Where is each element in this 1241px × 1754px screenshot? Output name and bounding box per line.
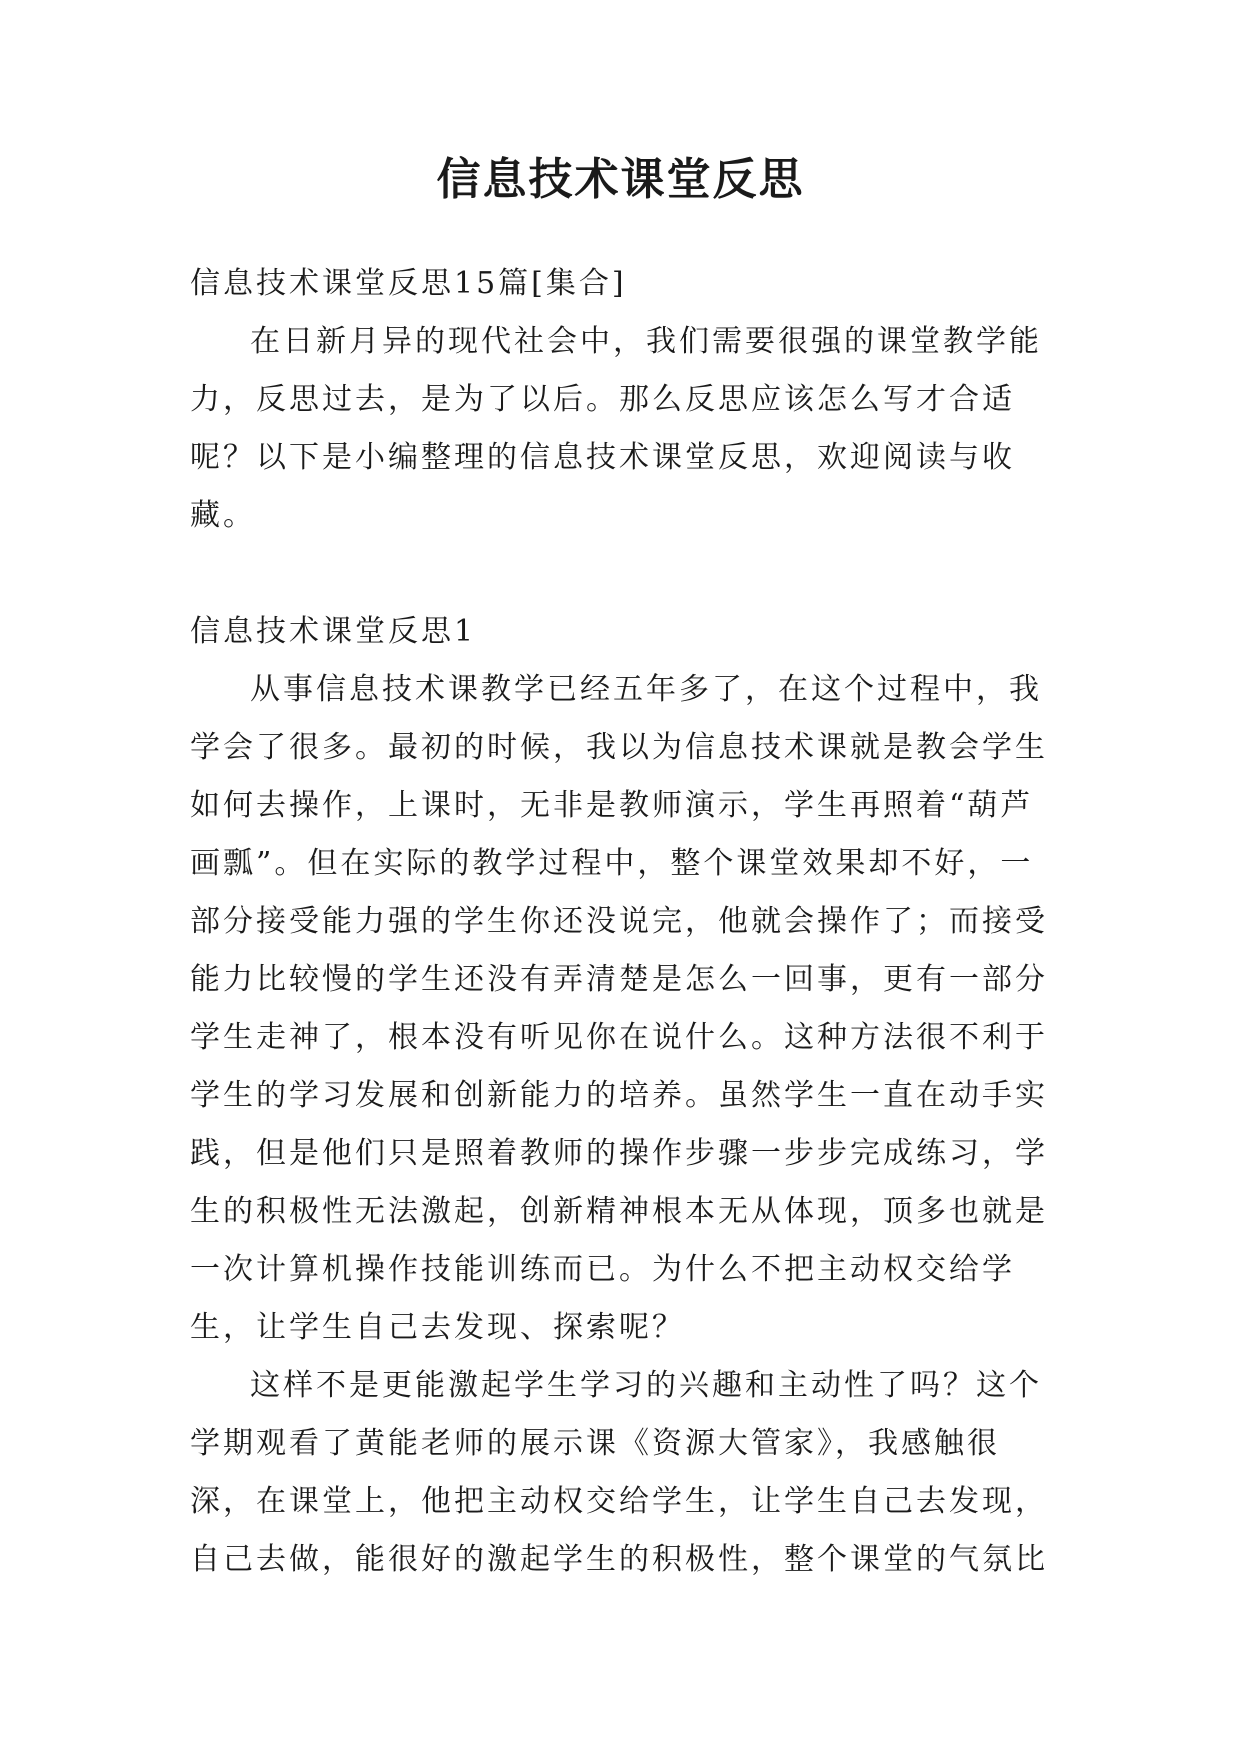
body-paragraph-1: 从事信息技术课教学已经五年多了，在这个过程中，我学会了很多。最初的时候，我以为信息技术课就是教会学生如何去操作，上课时，无非是教师演示，学生再照着“葫芦画瓢”。但在实际的教学过程中，整个课堂效果却不好，一部分接受能力强的学生你还没说完，他就会操作了；而接受能力比较慢的学生还没有弄清楚是怎么一回事，更有一部分学生走神了，根本没有听见你在说什么。这种方法很不利于学生的学习发展和创新能力的培养。虽然学生一直在动手实践，但是他们只是照着教师的操作步骤一步步完成练习，学生的积极性无法激起，创新精神根本无从体现，顶多也就是一次计算机操作技能训练而已。为什么不把主动权交给学生，让学生自己去发现、探索呢？ bbox=[190, 672, 1048, 1345]
document-body bbox=[190, 255, 1055, 1589]
paragraph-gap bbox=[190, 545, 1055, 603]
body-paragraph-2: 这样不是更能激起学生学习的兴趣和主动性了吗？这个学期观看了黄能老师的展示课《资源大管家》，我感触很深，在课堂上，他把主动权交给学生，让学生自己去发现，自己去做，能很好的激起学生的积极性，整个课堂的气氛比 bbox=[190, 1368, 1048, 1577]
intro-paragraph: 在日新月异的现代社会中，我们需要很强的课堂教学能力，反思过去，是为了以后。那么反思应该怎么写才合适呢？以下是小编整理的信息技术课堂反思，欢迎阅读与收藏。 bbox=[190, 324, 1042, 533]
document-title: 信息技术课堂反思 bbox=[436, 154, 805, 205]
section-heading: 信息技术课堂反思1 bbox=[190, 614, 477, 649]
document-subtitle: 信息技术课堂反思15篇[集合] bbox=[190, 266, 627, 301]
